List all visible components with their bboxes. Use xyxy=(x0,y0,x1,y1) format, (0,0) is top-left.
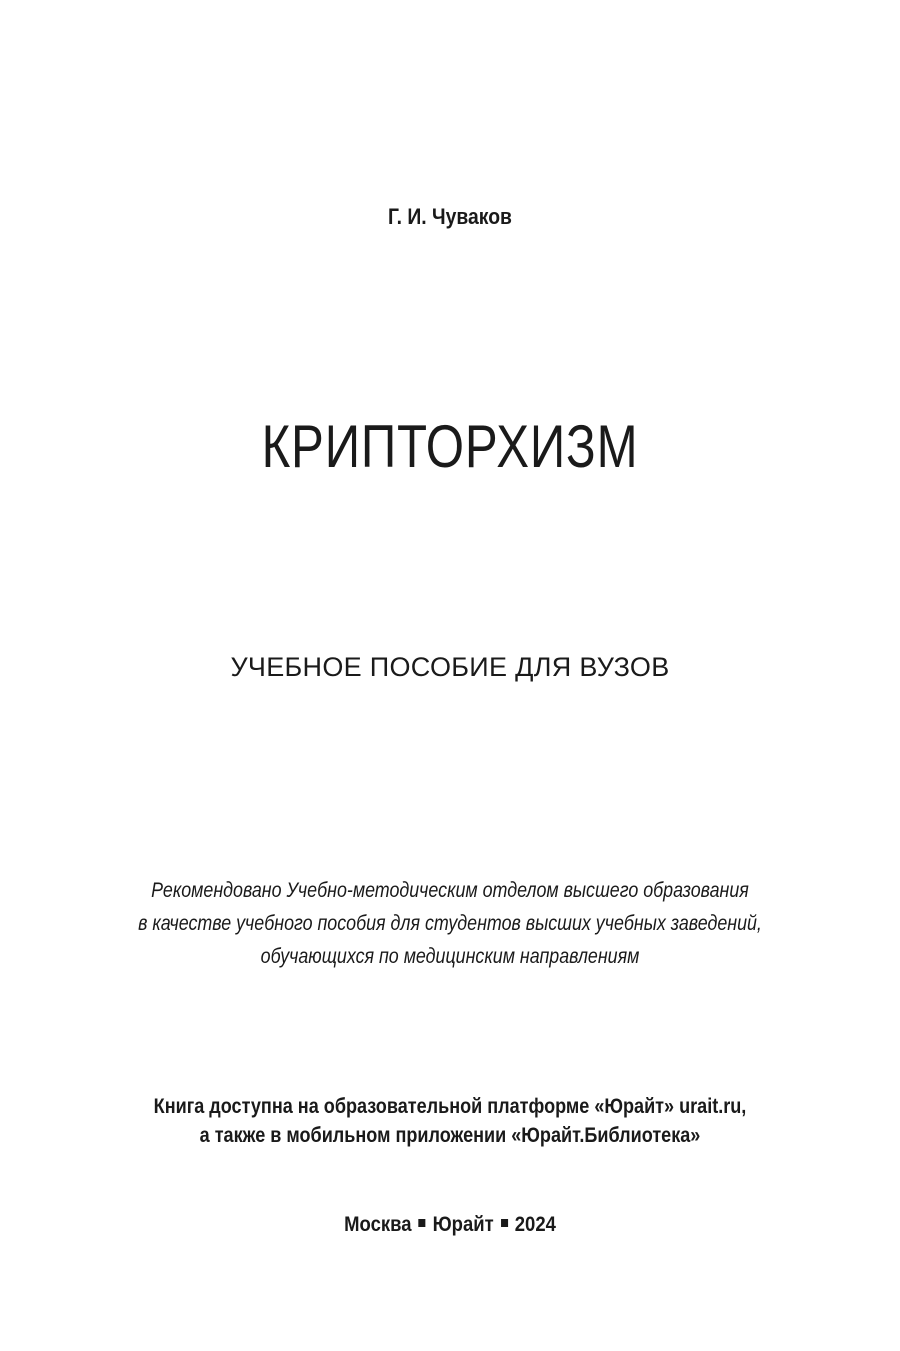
imprint-city: Москва xyxy=(344,1213,412,1236)
imprint-year: 2024 xyxy=(514,1213,556,1236)
book-author: Г. И. Чуваков xyxy=(388,204,512,229)
recommendation-line-2: в качестве учебного пособия для студентов высших учебных заведений, xyxy=(138,912,762,935)
availability-line-2: а также в мобильном приложении «Юрайт.Библиотека» xyxy=(199,1124,701,1147)
availability-line-1: Книга доступна на образовательной платформе «Юрайт» urait.ru, xyxy=(153,1095,747,1118)
imprint-publisher: Юрайт xyxy=(432,1213,494,1236)
book-subtitle: УЧЕБНОЕ ПОСОБИЕ ДЛЯ ВУЗОВ xyxy=(230,652,670,682)
square-separator-icon xyxy=(501,1219,508,1227)
imprint xyxy=(54,1213,846,1237)
recommendation-line-1: Рекомендовано Учебно-методическим отделом высшего образования xyxy=(151,879,749,902)
book-title: КРИПТОРХИЗМ xyxy=(261,413,639,480)
square-separator-icon xyxy=(419,1219,426,1227)
recommendation-line-3: обучающихся по медицинским направлениям xyxy=(260,945,640,968)
